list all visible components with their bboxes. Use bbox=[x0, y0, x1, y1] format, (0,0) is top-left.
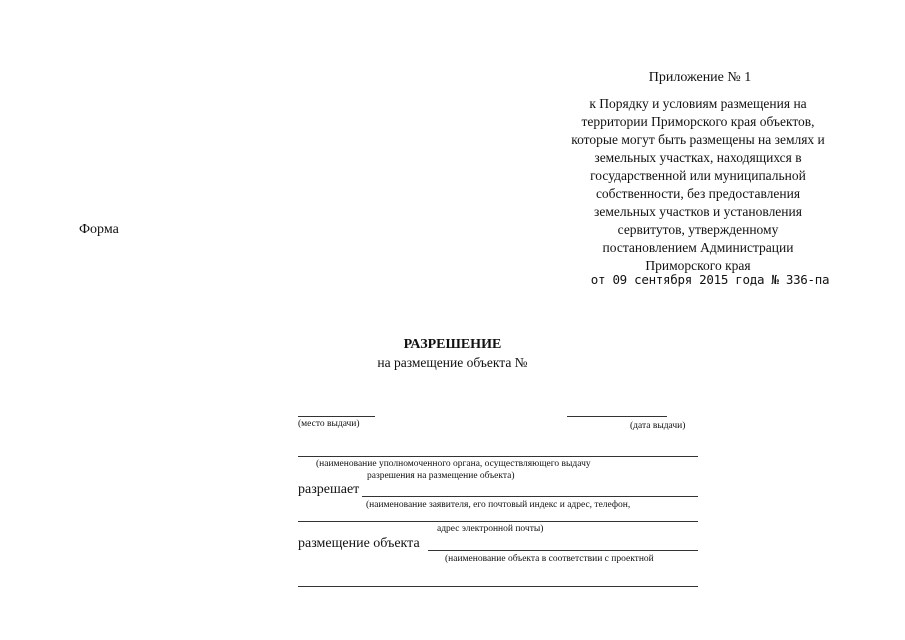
object-line-2 bbox=[298, 586, 698, 587]
applicant-caption: (наименование заявителя, его почтовый индекс и адрес, телефон, bbox=[366, 500, 631, 510]
applicant-caption: адрес электронной почты) bbox=[437, 524, 544, 534]
document-subtitle: на размещение объекта № bbox=[377, 355, 528, 370]
form-label: Форма bbox=[79, 222, 119, 237]
appendix-text bbox=[548, 95, 848, 275]
object-label: размещение объекта bbox=[298, 536, 420, 551]
place-of-issue-line bbox=[298, 416, 375, 417]
authority-caption: разрешения на размещение объекта) bbox=[367, 471, 515, 481]
applicant-line-2 bbox=[298, 521, 698, 522]
appendix-line: постановлением Администрации bbox=[602, 240, 794, 255]
appendix-line: территории Приморского края объектов, bbox=[581, 114, 815, 129]
appendix-line: сервитутов, утвержденному bbox=[617, 222, 779, 237]
appendix-line: собственности, без предоставления bbox=[595, 186, 801, 201]
appendix-line: государственной или муниципальной bbox=[590, 168, 806, 183]
place-of-issue-caption: (место выдачи) bbox=[298, 419, 360, 429]
permits-label: разрешает bbox=[298, 482, 360, 497]
object-caption: (наименование объекта в соответствии с проектной bbox=[445, 554, 654, 564]
appendix-line: которые могут быть размещены на землях и bbox=[571, 132, 825, 147]
document-title: РАЗРЕШЕНИЕ bbox=[403, 337, 502, 352]
appendix-line: земельных участков и установления bbox=[594, 204, 802, 219]
appendix-title: Приложение № 1 bbox=[648, 70, 752, 85]
appendix-line: земельных участках, находящихся в bbox=[594, 150, 802, 165]
order-reference: от 09 сентября 2015 года № 336-па bbox=[590, 272, 830, 287]
object-line bbox=[428, 550, 698, 551]
authority-caption: (наименование уполномоченного органа, осуществляющего выдачу bbox=[316, 459, 591, 469]
appendix-line: к Порядку и условиям размещения на bbox=[589, 96, 807, 111]
appendix-line: Приморского края bbox=[645, 258, 751, 273]
applicant-line bbox=[362, 496, 698, 497]
authority-line bbox=[298, 456, 698, 457]
date-of-issue-line bbox=[567, 416, 667, 417]
date-of-issue-caption: (дата выдачи) bbox=[630, 421, 686, 431]
